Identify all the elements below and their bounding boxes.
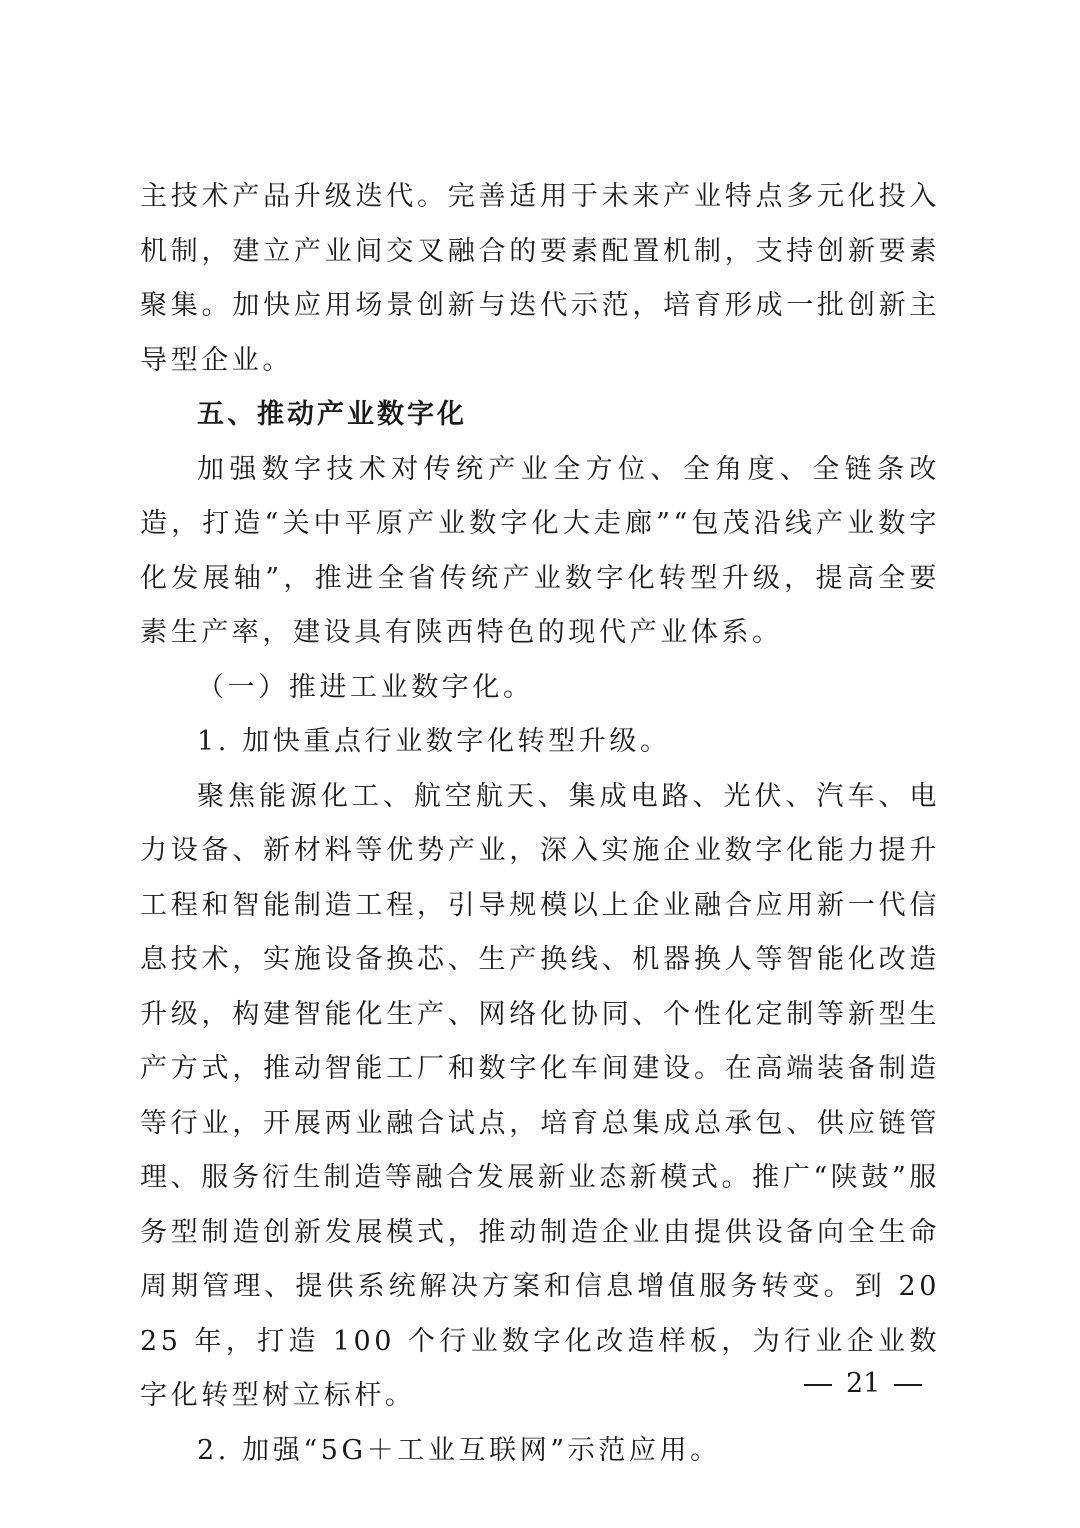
item-1-heading: 1. 加快重点行业数字化转型升级。 <box>197 726 671 757</box>
page-number: 21 <box>846 1368 881 1399</box>
subsection-heading: （一）推进工业数字化。 <box>197 671 534 703</box>
left-dash <box>804 1384 832 1386</box>
right-dash <box>894 1384 922 1386</box>
page-number-footer <box>790 1366 936 1402</box>
document-body <box>140 170 940 1478</box>
item-1-body-paragraph: 聚焦能源化工、航空航天、集成电路、光伏、汽车、电力设备、新材料等优势产业，深入实施企业数字化能力提升工程和智能制造工程，引导规模以上企业融合应用新一代信息技术，实施设备换芯、生产换线、机器换人等智能化改造升级，构建智能化生产、网络化协同、个性化定制等新型生产方式，推动智能工厂和数字化车间建设。在高端装备制造等行业，开展两业融合试点，培育总集成总承包、供应链管理、服务衍生制造等融合发展新业态新模式。推广“陕鼓”服务型制造创新发展模式，推动制造企业由提供设备向全生命周期管理、提供系统解决方案和信息增值服务转变。到 2025 年，打造 100 个行业数字化改造样板，为行业企业数字化转型树立标杆。 <box>140 780 940 1411</box>
continuation-paragraph: 主技术产品升级迭代。完善适用于未来产业特点多元化投入机制，建立产业间交叉融合的要素配置机制，支持创新要素聚集。加快应用场景创新与迭代示范，培育形成一批创新主导型企业。 <box>140 181 940 376</box>
item-2-heading: 2. 加强“5G＋工业互联网”示范应用。 <box>197 1434 721 1466</box>
section-intro-paragraph: 加强数字技术对传统产业全方位、全角度、全链条改造，打造“关中平原产业数字化大走廊”“包茂沿线产业数字化发展轴”，推进全省传统产业数字化转型升级，提高全要素生产率，建设具有陕西特色的现代产业体系。 <box>140 453 940 648</box>
section-heading: 五、推动产业数字化 <box>197 399 467 430</box>
